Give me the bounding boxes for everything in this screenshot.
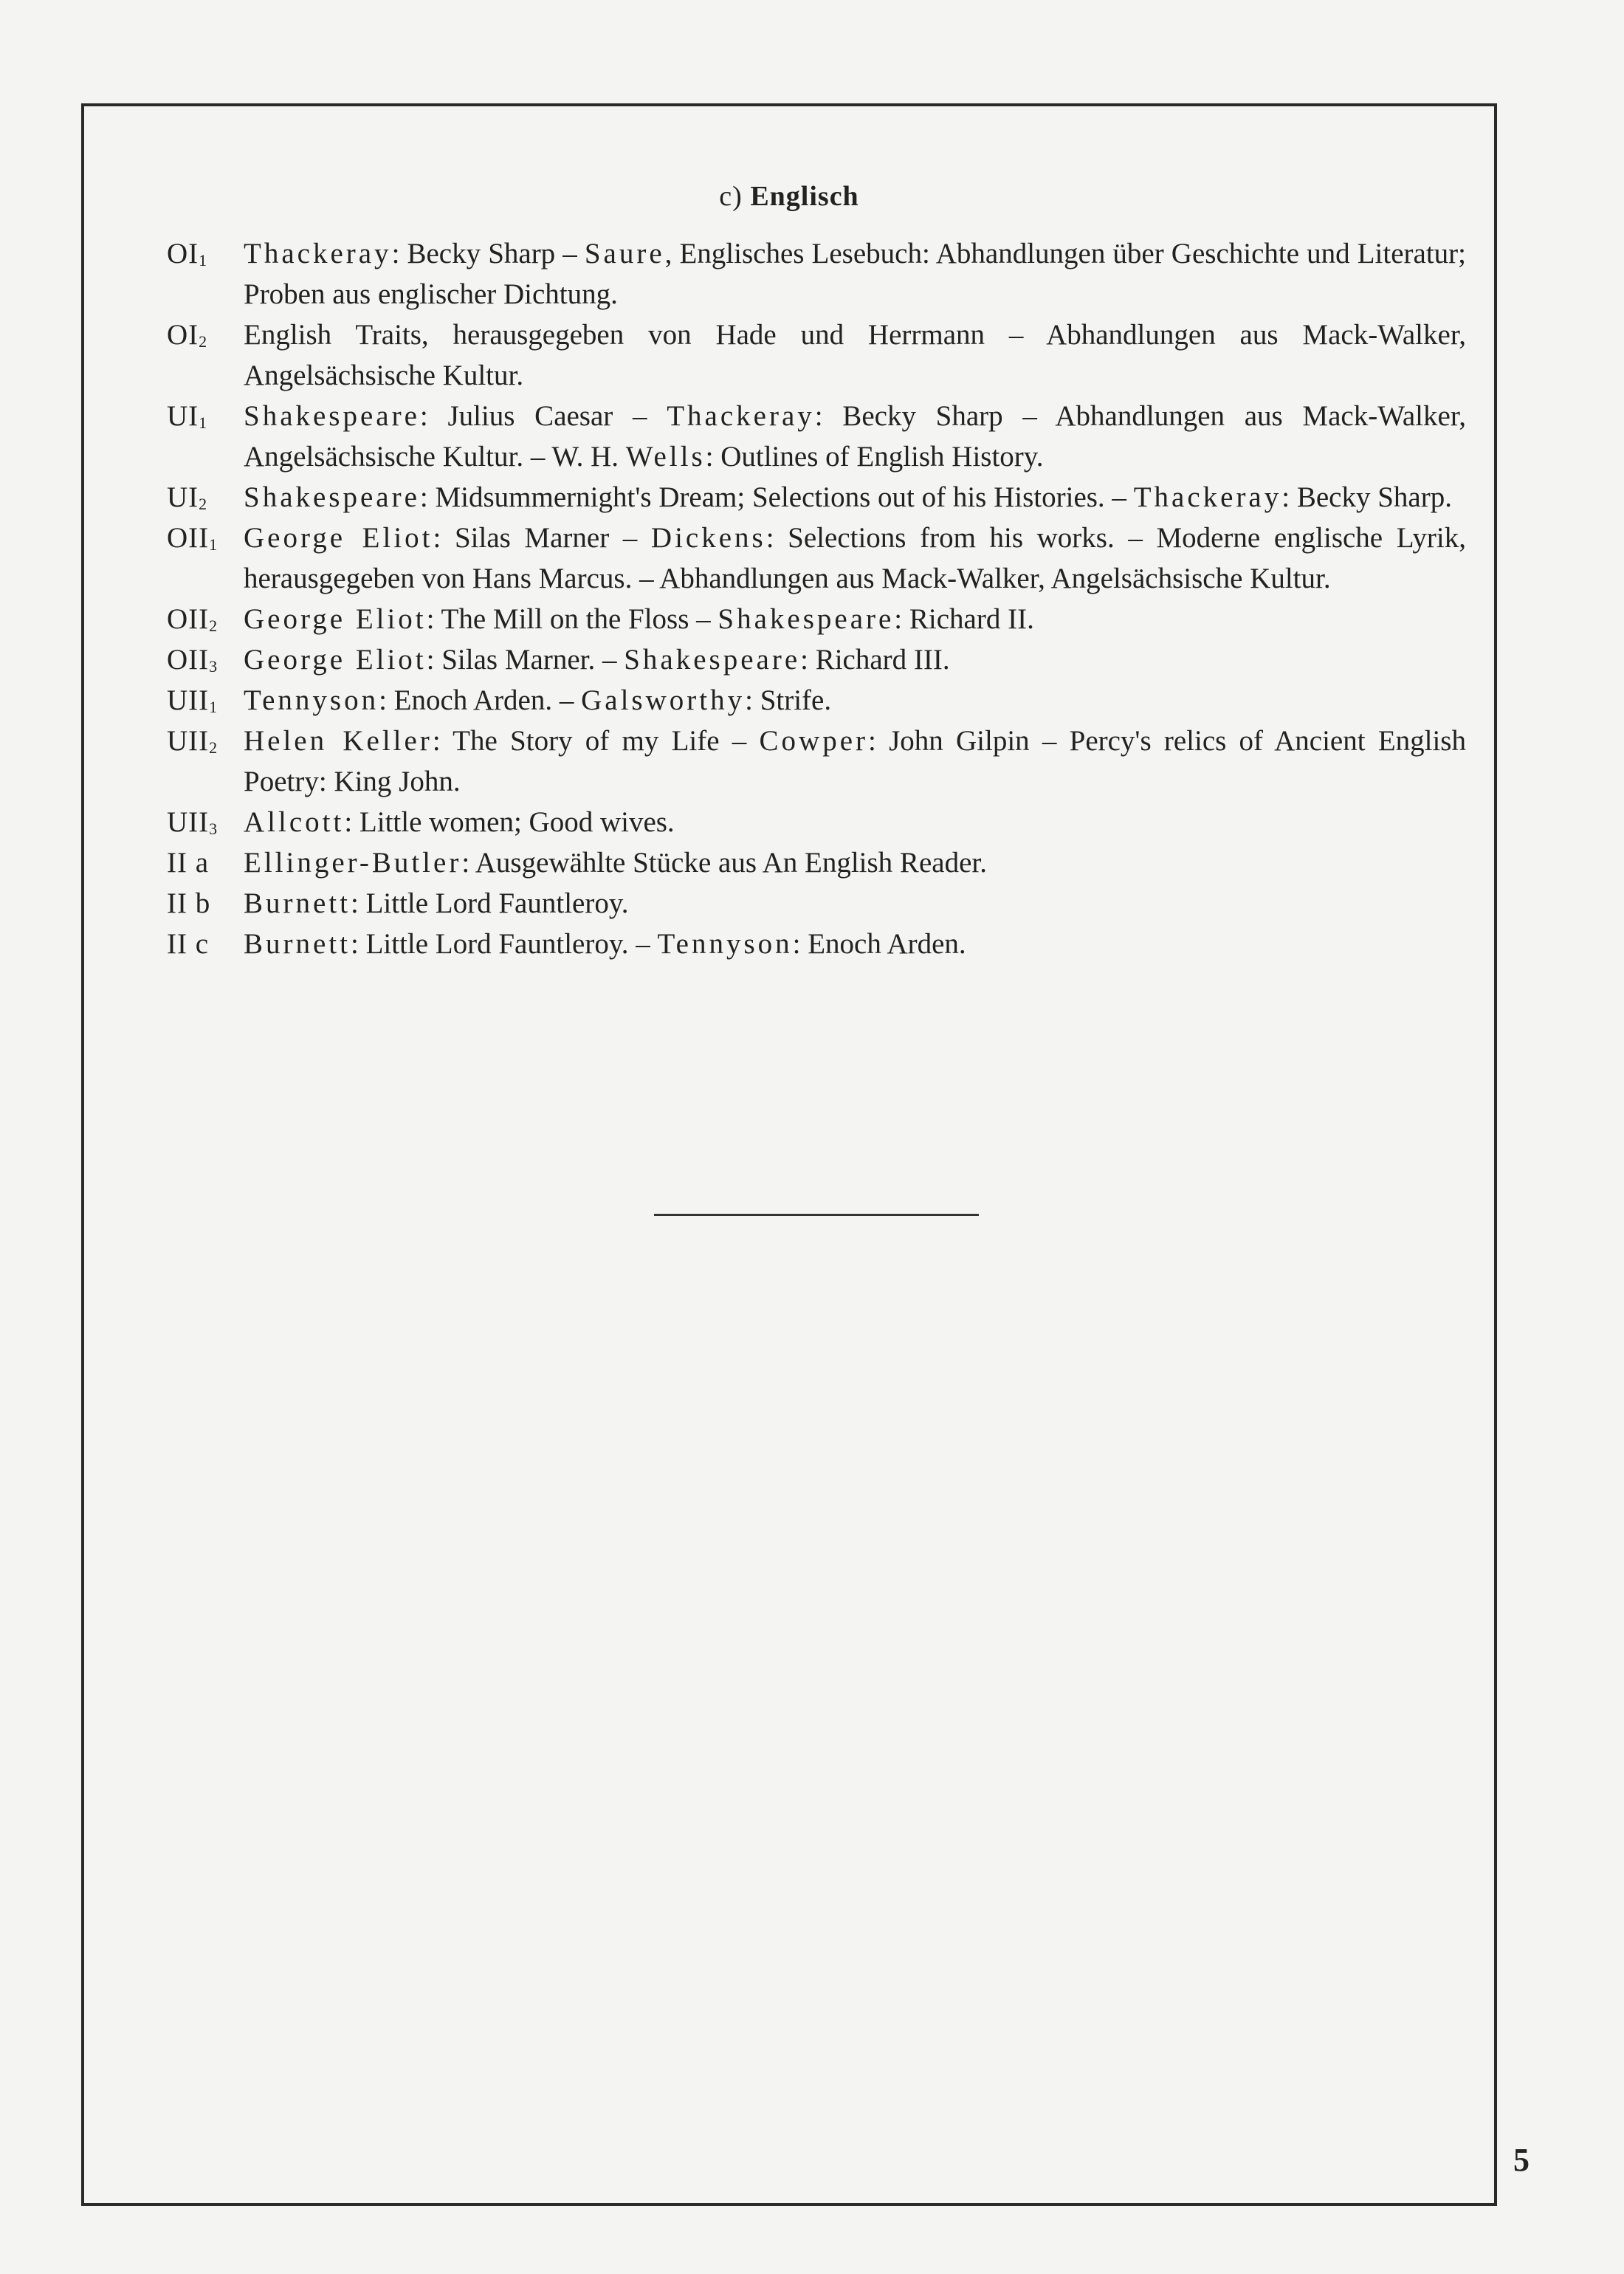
class-name: OII xyxy=(167,522,210,554)
author-name: Dickens xyxy=(650,522,766,554)
entry-segment: : Silas Marner – xyxy=(433,522,651,554)
author-name: Shakespeare xyxy=(624,644,801,676)
closing-rule xyxy=(654,1214,979,1216)
entry-segment: : Richard III. xyxy=(800,644,950,676)
entry-text xyxy=(244,477,1466,518)
author-name: George Eliot xyxy=(244,603,427,635)
class-label xyxy=(167,842,244,883)
list-item xyxy=(167,721,1466,802)
entry-text xyxy=(244,315,1466,396)
class-name: UII xyxy=(167,725,210,757)
entry-text xyxy=(244,924,1466,964)
entry-segment: English Traits, herausgegeben von Hade und Herrmann – Abhandlungen aus Mack-Walker, Angelsächsische Kultur. xyxy=(244,319,1466,391)
entry-text xyxy=(244,802,1466,842)
author-name: Helen Keller xyxy=(244,725,433,757)
class-label xyxy=(167,924,244,964)
author-name: Shakespeare xyxy=(718,603,895,635)
class-name: UI xyxy=(167,481,199,513)
entry-segment: : John Gilpin – Percy's relics of Ancient English Poetry: King John. xyxy=(244,725,1466,797)
class-name: UII xyxy=(167,684,210,716)
entry-text xyxy=(244,518,1466,599)
author-name: Allcott xyxy=(244,806,345,838)
class-label xyxy=(167,233,244,315)
class-name: UII xyxy=(167,806,210,838)
entry-text xyxy=(244,233,1466,315)
class-name: II b xyxy=(167,887,211,919)
author-name: Saure xyxy=(584,238,665,269)
list-item xyxy=(167,518,1466,599)
entry-text xyxy=(244,680,1466,721)
entry-segment: : Richard II. xyxy=(894,603,1034,635)
class-subscript: 3 xyxy=(209,657,219,676)
section-title: Englisch xyxy=(750,181,859,212)
reading-list xyxy=(167,233,1466,964)
page-frame xyxy=(81,103,1497,2206)
list-item xyxy=(167,680,1466,721)
class-subscript: 1 xyxy=(209,535,219,554)
entry-text xyxy=(244,639,1466,680)
entry-text xyxy=(244,599,1466,639)
author-name: Burnett xyxy=(244,928,351,960)
entry-text xyxy=(244,842,1466,883)
class-subscript: 3 xyxy=(209,820,219,838)
entry-segment: : Outlines of English History. xyxy=(705,441,1044,473)
class-name: OI xyxy=(167,238,199,269)
list-item xyxy=(167,842,1466,883)
page-number: 5 xyxy=(1513,2142,1530,2178)
entry-segment: : Little Lord Fauntleroy. – xyxy=(350,928,658,960)
entry-segment: : Becky Sharp. xyxy=(1281,481,1452,513)
class-subscript: 1 xyxy=(199,251,208,269)
entry-segment: : Becky Sharp – xyxy=(391,238,585,269)
author-name: Shakespeare xyxy=(244,481,420,513)
entry-segment: : Selections from his works. – Moderne englische Lyrik, herausgegeben von Hans Marcus. – Abhandlungen aus Mack-Walker, Angelsächsische Kultur. xyxy=(244,522,1466,594)
author-name: Tennyson xyxy=(244,684,379,716)
entry-text xyxy=(244,883,1466,924)
class-label xyxy=(167,599,244,639)
class-label xyxy=(167,639,244,680)
author-name: Galsworthy xyxy=(581,684,746,716)
section-heading xyxy=(84,180,1494,213)
list-item xyxy=(167,315,1466,396)
class-subscript: 2 xyxy=(199,495,208,513)
class-name: OI xyxy=(167,319,199,351)
author-name: Cowper xyxy=(759,725,868,757)
author-name: Thackeray xyxy=(244,238,392,269)
class-label xyxy=(167,802,244,842)
author-name: Ellinger-Butler xyxy=(244,847,462,879)
entry-segment: : Becky Sharp – Abhandlungen aus Mack-Walker, Angelsächsische Kultur. – W. H. xyxy=(244,400,1467,473)
author-name: Burnett xyxy=(244,887,351,919)
entry-segment: : Midsummernight's Dream; Selections out of his Histories. – xyxy=(419,481,1134,513)
class-label xyxy=(167,883,244,924)
author-name: George Eliot xyxy=(244,522,433,554)
author-name: Shakespeare xyxy=(244,400,420,432)
class-label xyxy=(167,396,244,477)
author-name: George Eliot xyxy=(244,644,427,676)
list-item xyxy=(167,599,1466,639)
entry-segment: : Silas Marner. – xyxy=(426,644,625,676)
class-subscript: 2 xyxy=(209,738,219,757)
class-label xyxy=(167,315,244,396)
class-label xyxy=(167,477,244,518)
entry-text xyxy=(244,396,1466,477)
author-name: Tennyson xyxy=(657,928,793,960)
list-item xyxy=(167,883,1466,924)
class-subscript: 1 xyxy=(209,698,219,716)
class-name: OII xyxy=(167,603,210,635)
entry-text xyxy=(244,721,1466,802)
entry-segment: , Englisches Lesebuch: Abhandlungen über Geschichte und Literatur; Proben aus englischer Dichtung. xyxy=(244,238,1466,310)
list-item xyxy=(167,233,1466,315)
list-item xyxy=(167,802,1466,842)
list-item xyxy=(167,639,1466,680)
author-name: Wells xyxy=(625,441,706,473)
class-name: II c xyxy=(167,928,210,960)
class-subscript: 2 xyxy=(209,616,219,635)
entry-segment: : Little women; Good wives. xyxy=(344,806,675,838)
entry-segment: : Enoch Arden. xyxy=(792,928,966,960)
author-name: Thackeray xyxy=(667,400,815,432)
entry-segment: : Little Lord Fauntleroy. xyxy=(350,887,629,919)
entry-segment: : Strife. xyxy=(745,684,832,716)
list-item xyxy=(167,924,1466,964)
list-item xyxy=(167,396,1466,477)
section-marker: c) xyxy=(719,181,743,212)
class-label xyxy=(167,518,244,599)
class-subscript: 1 xyxy=(199,413,208,432)
class-name: OII xyxy=(167,644,210,676)
class-subscript: 2 xyxy=(199,332,208,351)
author-name: Thackeray xyxy=(1133,481,1282,513)
entry-segment: : The Story of my Life – xyxy=(432,725,760,757)
entry-segment: : The Mill on the Floss – xyxy=(426,603,718,635)
class-label xyxy=(167,680,244,721)
list-item xyxy=(167,477,1466,518)
entry-segment: : Ausgewählte Stücke aus An English Reader. xyxy=(461,847,987,879)
class-name: II a xyxy=(167,847,210,879)
class-label xyxy=(167,721,244,802)
class-name: UI xyxy=(167,400,199,432)
entry-segment: : Julius Caesar – xyxy=(419,400,667,432)
entry-segment: : Enoch Arden. – xyxy=(379,684,582,716)
